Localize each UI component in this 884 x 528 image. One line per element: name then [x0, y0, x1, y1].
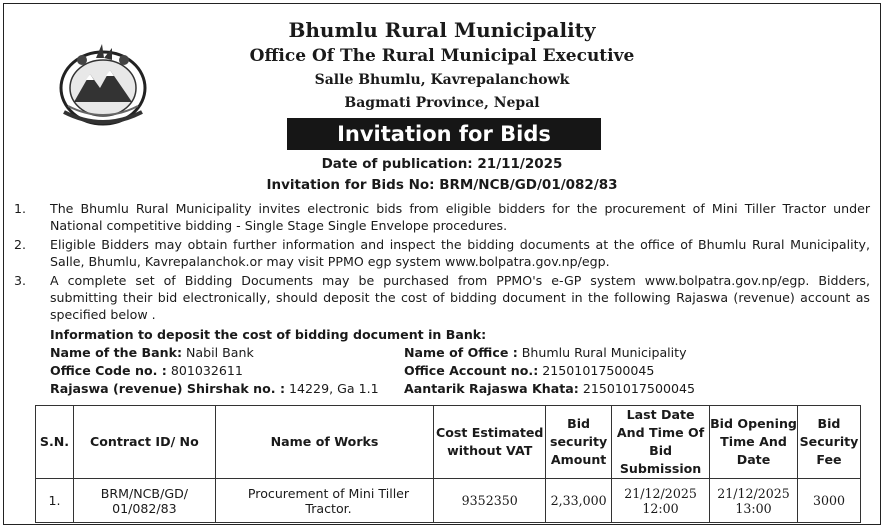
notice-items [14, 200, 870, 325]
cell-works: Procurement of Mini Tiller Tractor. [215, 479, 434, 523]
item-number: 2. [14, 237, 27, 252]
bank-name-label: Name of the Bank: [50, 345, 182, 360]
bank-row [50, 380, 870, 398]
bank-row [50, 362, 870, 380]
bank-info-title: Information to deposit the cost of bidding document in Bank: [50, 327, 487, 342]
cell-security: 2,33,000 [546, 479, 612, 523]
cell-opening [710, 479, 798, 523]
last-time: 12:00 [642, 500, 679, 516]
header-fee: Bid Security Fee [797, 406, 860, 479]
header-cost: Cost Estimated without VAT [434, 406, 546, 479]
bank-info [50, 326, 870, 398]
shirshak-label: Rajaswa (revenue) Shirshak no. : [50, 381, 286, 396]
header-opening: Bid Opening Time And Date [710, 406, 798, 479]
item-text: A complete set of Bidding Documents may be purchased from PPMO's e-GP system www.bolpatra.gov.np/egp. Bidders, submitting their bid electronically, should deposit the cost of bidding document in the following Rajaswa (revenue) account as specified below . [50, 273, 870, 322]
khata-value: 21501017500045 [578, 381, 696, 396]
shirshak-value: 14229, Ga 1.1 [285, 381, 379, 396]
list-item [14, 272, 870, 323]
office-name-value: Bhumlu Rural Municipality [517, 345, 687, 360]
works-table [35, 405, 861, 523]
table-row [36, 479, 861, 523]
office-account-label: Office Account no.: [404, 363, 539, 378]
opening-time: 13:00 [735, 500, 772, 516]
publication-date: Date of publication: 21/11/2025 [321, 156, 563, 172]
item-number: 1. [14, 201, 27, 216]
list-item [14, 236, 870, 270]
header-sn: S.N. [36, 406, 74, 479]
office-address: Salle Bhumlu, Kavrepalanchowk [314, 72, 570, 88]
table-header-row [36, 406, 861, 479]
header-last-date: Last Date And Time Of Bid Submission [612, 406, 710, 479]
header-contract: Contract ID/ No [73, 406, 215, 479]
opening-date: 21/12/2025 [717, 485, 790, 501]
office-name-label: Name of Office : [404, 345, 518, 360]
office-code-label: Office Code no. : [50, 363, 167, 378]
item-text: Eligible Bidders may obtain further information and inspect the bidding documents at the office of Bhumlu Rural Municipality, Salle, Bhumlu, Kavrepalanchok.or may visit PPMO egp system www.bolpatra.gov.np/egp. [50, 237, 870, 269]
office-province: Bagmati Province, Nepal [344, 95, 540, 111]
cell-cost: 9352350 [434, 479, 546, 523]
cell-contract: BRM/NCB/GD/ 01/082/83 [73, 479, 215, 523]
office-code: 801032611 [166, 363, 243, 378]
header-security: Bid security Amount [546, 406, 612, 479]
khata-label: Aantarik Rajaswa Khata: [404, 381, 579, 396]
bank-row [50, 344, 870, 362]
invitation-banner: Invitation for Bids [287, 118, 601, 150]
list-item [14, 200, 870, 234]
header-works: Name of Works [215, 406, 434, 479]
cell-last-date [612, 479, 710, 523]
bank-name: Nabil Bank [182, 345, 254, 360]
last-date: 21/12/2025 [624, 485, 697, 501]
bid-number: Invitation for Bids No: BRM/NCB/GD/01/082/83 [266, 177, 618, 193]
item-text: The Bhumlu Rural Municipality invites electronic bids from eligible bidders for the procurement of Mini Tiller Tractor under National competitive bidding - Single Stage Single Envelope procedures. [50, 201, 870, 233]
cell-fee: 3000 [797, 479, 860, 523]
item-number: 3. [14, 273, 27, 288]
office-account: 21501017500045 [538, 363, 655, 378]
office-name: Office Of The Rural Municipal Executive [249, 46, 635, 66]
cell-sn: 1. [36, 479, 74, 523]
org-name: Bhumlu Rural Municipality [288, 18, 596, 42]
